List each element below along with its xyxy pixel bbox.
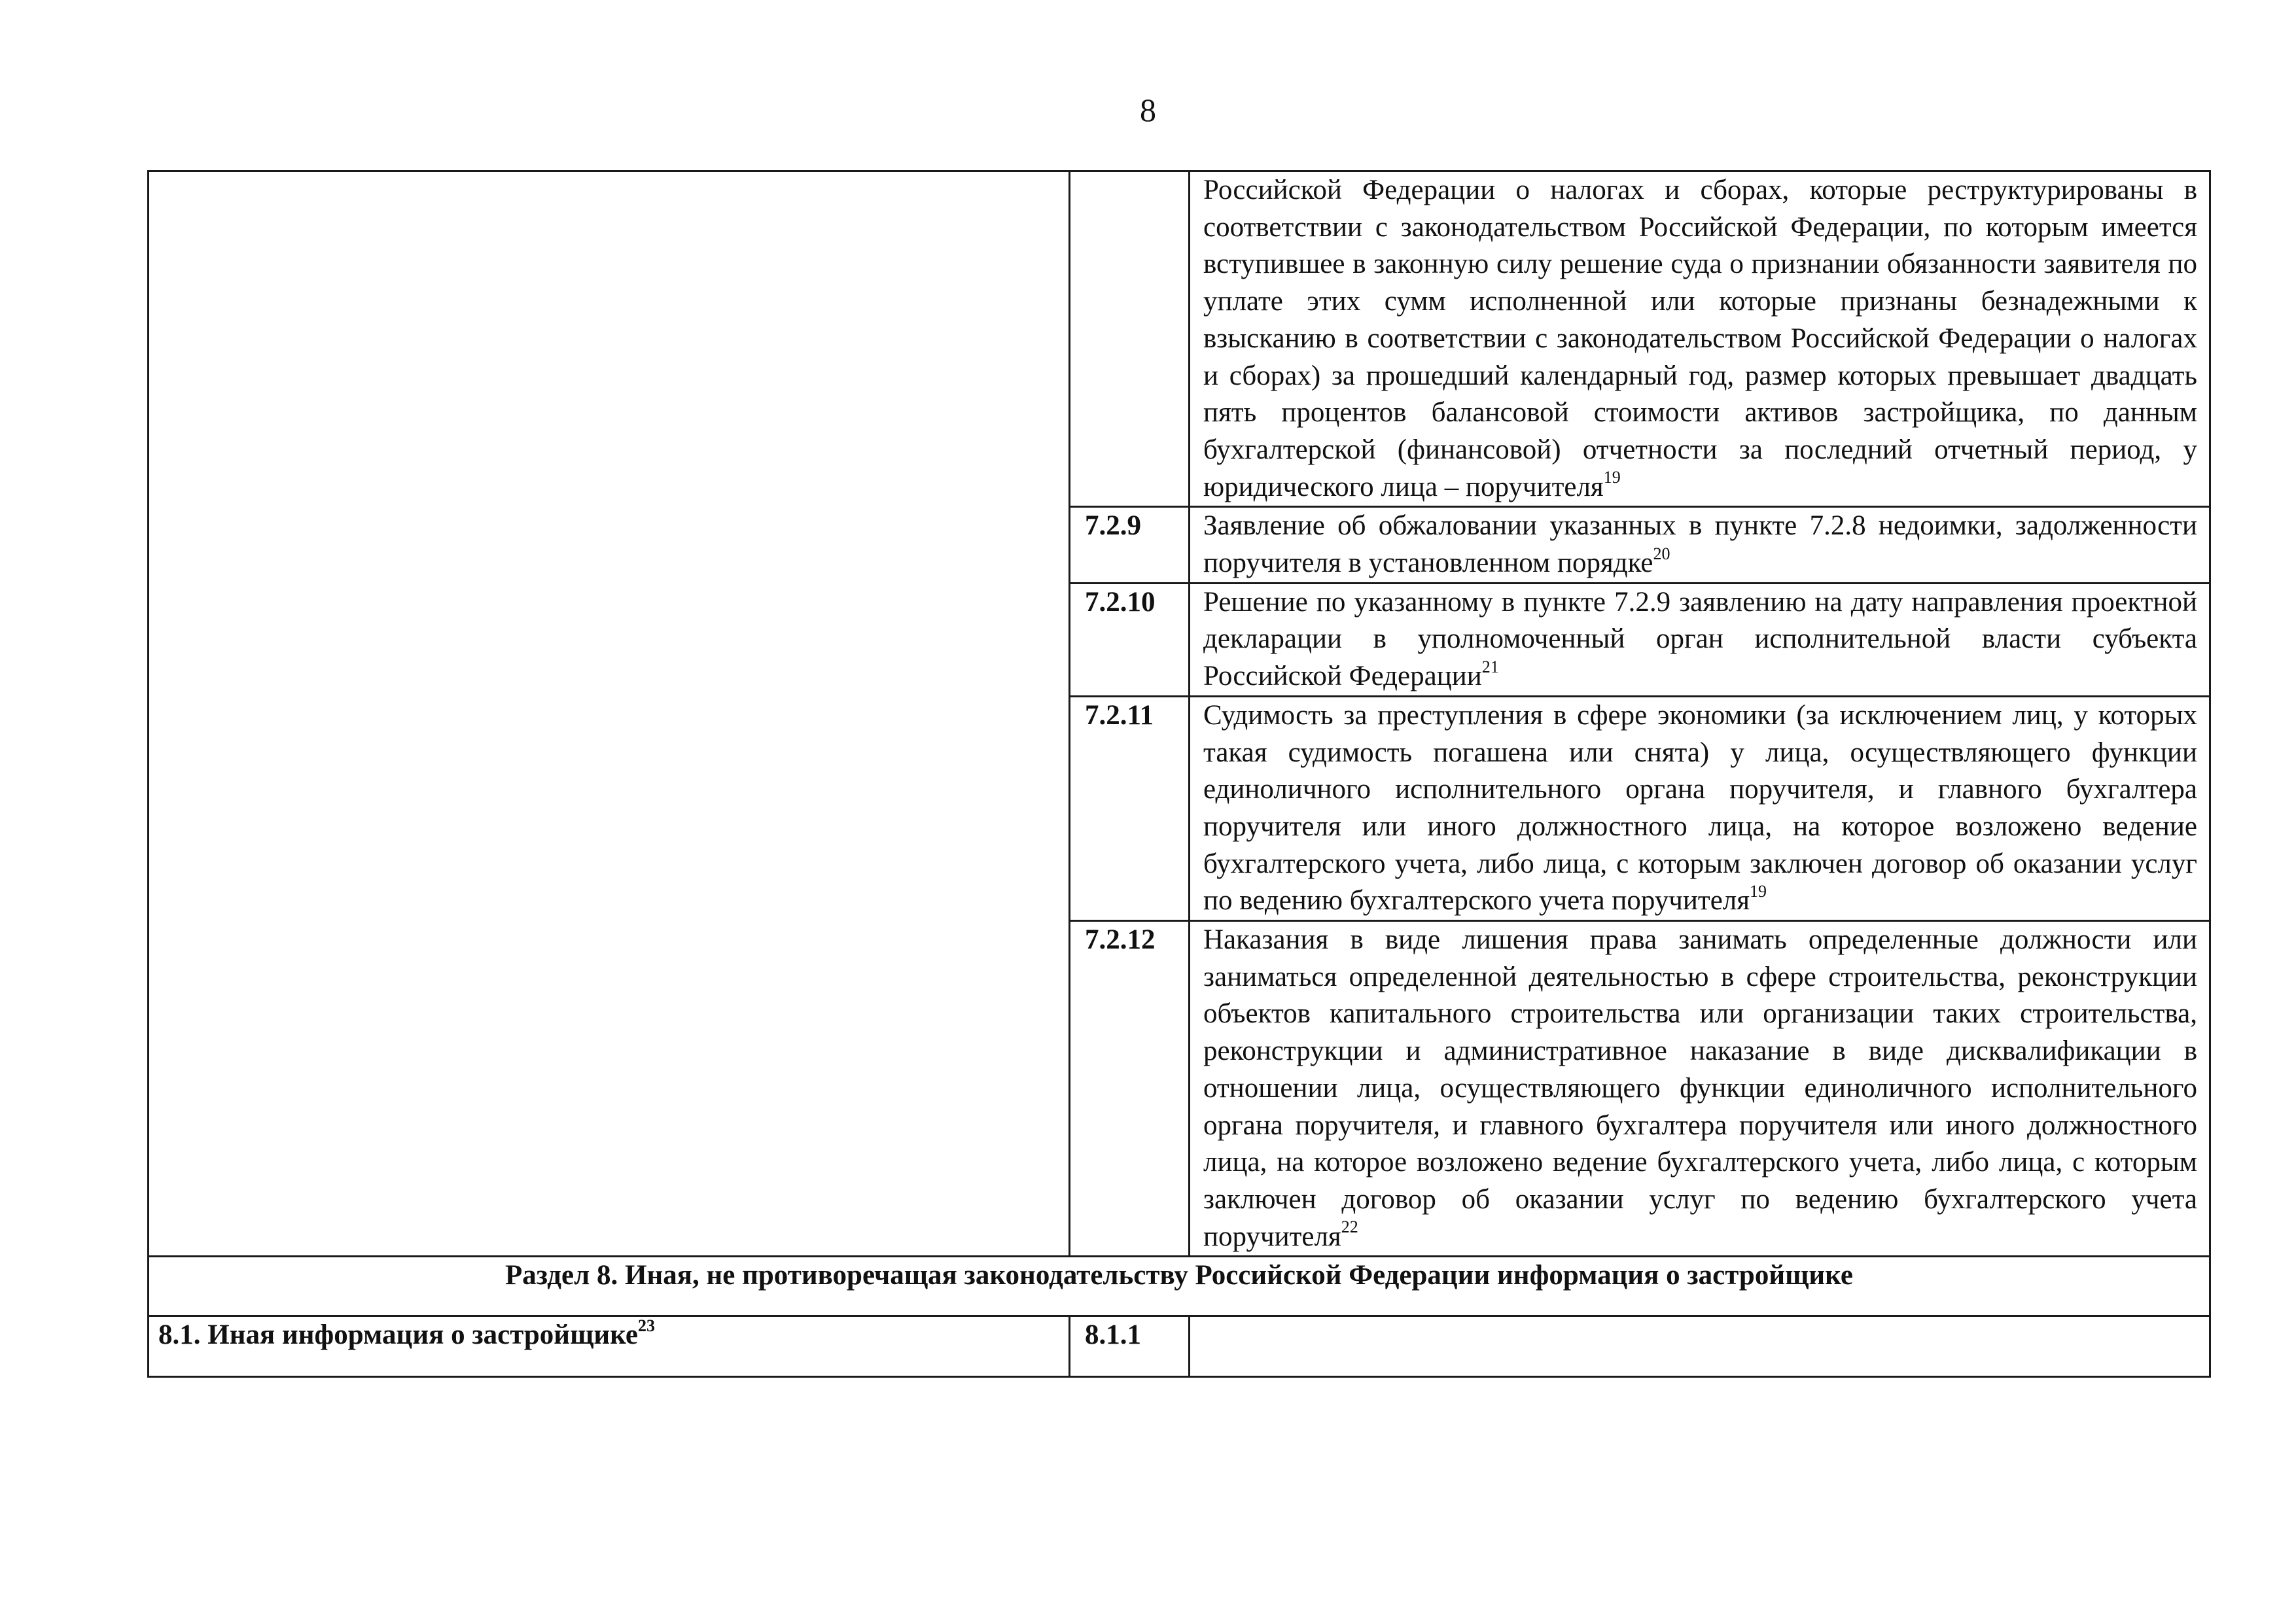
row-code <box>1070 171 1190 507</box>
section-8-label <box>149 1316 1070 1377</box>
row-text <box>1190 696 2210 920</box>
row-text-body: Решение по указанному в пункте 7.2.9 заявлению на дату направления проектной декларации в уполномоченный орган исполнительной власти субъекта Российской Федерации <box>1203 586 2197 692</box>
table-row <box>149 171 2210 507</box>
section-8-title: Раздел 8. Иная, не противоречащая законодательству Российской Федерации информация о застройщике <box>149 1257 2210 1316</box>
row-text <box>1190 921 2210 1257</box>
footnote-ref: 23 <box>637 1316 655 1336</box>
row-code: 7.2.10 <box>1070 583 1190 696</box>
row-code: 7.2.9 <box>1070 507 1190 583</box>
footnote-ref: 19 <box>1603 468 1621 487</box>
row-text-body: Наказания в виде лишения права занимать определенные должности или заниматься определенной деятельностью в сфере строительства, реконструкции объектов капитального строительства или организации таких строительства, реконструкции и административное наказание в виде дисквалификации в отношении лица, осуществляющего функции единоличного исполнительного органа поручителя, и главного бухгалтера поручителя или иного должностного лица, на которое возложено ведение бухгалтерского учета, либо лица, с которым заключен договор об оказании услуг по ведению бухгалтерского учета поручителя <box>1203 924 2197 1252</box>
section-8-value <box>1190 1316 2210 1377</box>
table-row <box>149 1316 2210 1377</box>
section-8-label-text: 8.1. Иная информация о застройщике <box>158 1319 638 1351</box>
row-text-body: Судимость за преступления в сфере экономики (за исключением лиц, у которых такая судимость погашена или снята) у лица, осуществляющего функции единоличного исполнительного органа поручителя, и главного бухгалтера поручителя или иного должностного лица, на которое возложено ведение бухгалтерского учета, либо лица, с которым заключен договор об оказании услуг по ведению бухгалтерского учета поручителя <box>1203 699 2197 916</box>
footnote-ref: 19 <box>1750 882 1767 901</box>
section-7-label-cell <box>149 171 1070 1257</box>
declaration-table <box>147 170 2211 1378</box>
row-text <box>1190 583 2210 696</box>
row-text-body: Российской Федерации о налогах и сборах, которые реструктурированы в соответствии с законодательством Российской Федерации, по которым имеется вступившее в законную силу решение суда о признании обязанности заявителя по уплате этих сумм исполненной или которые признаны безнадежными к взысканию в соответствии с законодательством Российской Федерации о налогах и сборах) за прошедший календарный год, размер которых превышает двадцать пять процентов балансовой стоимости активов застройщика, по данным бухгалтерской (финансовой) отчетности за последний отчетный период, у юридического лица – поручителя <box>1203 175 2197 502</box>
section-heading-row <box>149 1257 2210 1316</box>
row-code: 8.1.1 <box>1070 1316 1190 1377</box>
footnote-ref: 21 <box>1481 657 1499 676</box>
footnote-ref: 22 <box>1341 1217 1358 1237</box>
row-code: 7.2.11 <box>1070 696 1190 920</box>
page-number: 8 <box>1140 92 1156 128</box>
row-code: 7.2.12 <box>1070 921 1190 1257</box>
row-text <box>1190 507 2210 583</box>
footnote-ref: 20 <box>1653 544 1670 563</box>
row-text <box>1190 171 2210 507</box>
row-text-body: Заявление об обжаловании указанных в пункте 7.2.8 недоимки, задолженности поручителя в установленном порядке <box>1203 510 2197 579</box>
